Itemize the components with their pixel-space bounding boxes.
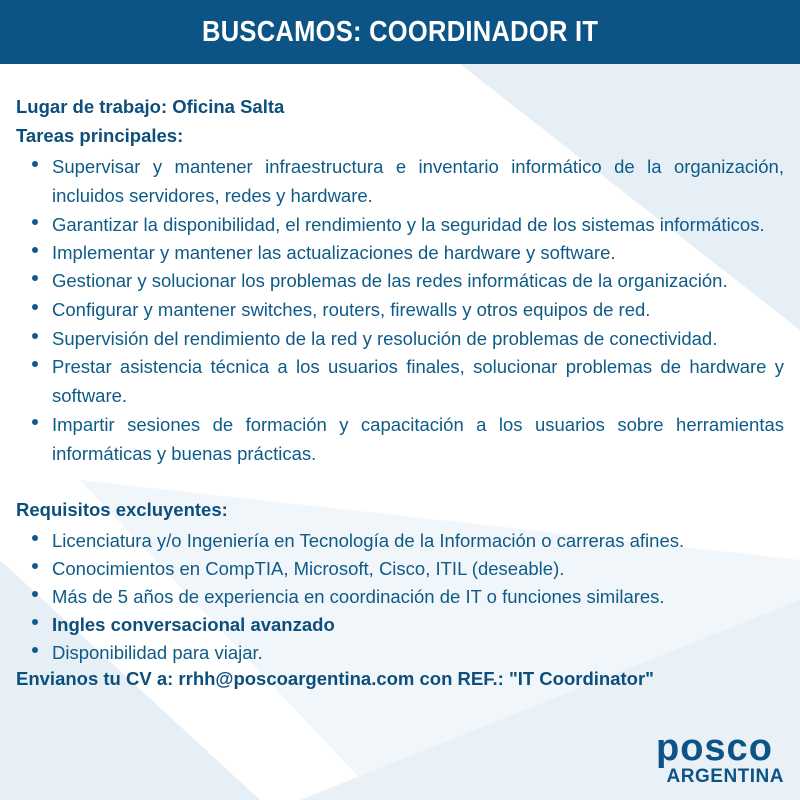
bullet-icon: [32, 275, 38, 281]
bullet-icon: [32, 247, 38, 253]
list-item: Gestionar y solucionar los problemas de las redes informáticas de la organización.: [32, 266, 784, 295]
title-banner: [0, 0, 800, 64]
bullet-icon: [32, 333, 38, 339]
logo-wordmark: posco: [656, 730, 773, 768]
list-item: Ingles conversacional avanzado: [32, 610, 784, 639]
bullet-icon: [32, 419, 38, 425]
list-item: Prestar asistencia técnica a los usuarios finales, solucionar problemas de hardware y software.: [32, 352, 784, 410]
bullet-icon: [32, 361, 38, 367]
list-item: Supervisar y mantener infraestructura e inventario informático de la organización, incluidos servidores, redes y hardware.: [32, 152, 784, 210]
list-item: Impartir sesiones de formación y capacitación a los usuarios sobre herramientas informáticas y buenas prácticas.: [32, 410, 784, 468]
list-item: Conocimientos en CompTIA, Microsoft, Cisco, ITIL (deseable).: [32, 554, 784, 583]
bullet-icon: [32, 619, 38, 625]
bullet-icon: [32, 535, 38, 541]
bullet-icon: [32, 563, 38, 569]
list-item: Supervisión del rendimiento de la red y resolución de problemas de conectividad.: [32, 324, 784, 353]
bullet-icon: [32, 647, 38, 653]
bullet-icon: [32, 304, 38, 310]
list-item: Licenciatura y/o Ingeniería en Tecnología de la Información o carreras afines.: [32, 526, 784, 555]
list-item: Garantizar la disponibilidad, el rendimiento y la seguridad de los sistemas informáticos.: [32, 210, 784, 239]
requirements-heading: Requisitos excluyentes:: [16, 499, 228, 520]
list-item: Configurar y mantener switches, routers, firewalls y otros equipos de red.: [32, 295, 784, 324]
list-item: Más de 5 años de experiencia en coordinación de IT o funciones similares.: [32, 582, 784, 611]
bullet-icon: [32, 161, 38, 167]
work-location: Lugar de trabajo: Oficina Salta: [16, 96, 285, 117]
bullet-icon: [32, 591, 38, 597]
page-title: BUSCAMOS: COORDINADOR IT: [201, 15, 599, 48]
logo-subtitle: ARGENTINA: [666, 766, 784, 787]
posco-logo: [656, 730, 786, 768]
list-item: Implementar y mantener las actualizaciones de hardware y software.: [32, 238, 784, 267]
contact-line: Envianos tu CV a: rrhh@poscoargentina.com con REF.: "IT Coordinator": [16, 668, 654, 689]
bullet-icon: [32, 219, 38, 225]
list-item: Disponibilidad para viajar.: [32, 638, 784, 667]
tasks-heading: Tareas principales:: [16, 125, 184, 146]
